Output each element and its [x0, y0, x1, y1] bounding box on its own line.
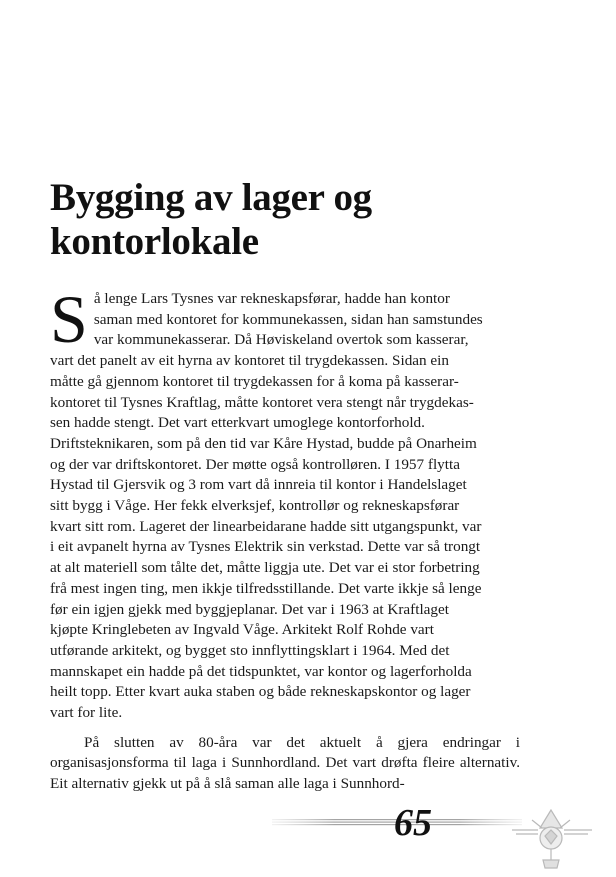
chapter-heading-line-1: Bygging av lager og [50, 176, 372, 219]
text-line: På slutten av 80-åra var det aktuelt å gjera endringar i [84, 733, 520, 751]
text-line: sitt bygg i Våge. Her fekk elverksjef, kontrollør og rekneskapsførar [50, 497, 460, 515]
text-line: frå mest ingen ting, men ikkje tilfredsstillande. Det varte ikkje så lenge [50, 579, 482, 597]
body-text [50, 281, 521, 795]
text-line: heilt topp. Etter kvart auka staben og både rekneskapskontor og lager [50, 683, 471, 701]
text-line: kvart sitt rom. Lageret der linearbeidarane hadde sitt utgangspunkt, var [50, 517, 482, 535]
text-line: utførande arkitekt, og bygget sto innflyttingsklart i 1964. Med det [50, 641, 450, 659]
page-number: 65 [394, 802, 432, 844]
text-line: organisasjonsforma til laga i Sunnhordland. Det vart drøfta fleire [50, 754, 455, 772]
text-line: kontoret til Tysnes Kraftlag, måtte kontoret vera stengt når trygdekas- [50, 393, 474, 411]
text-line: at alt materiell som tålte det, måtte liggja ute. Det var ei stor forbetring [50, 559, 480, 577]
text-line: i eit avpanelt hyrna av Tysnes Elektrik sin verkstad. Dette var så trongt [50, 538, 481, 556]
text-line: mannskapet ein hadde på det tidspunktet, var kontor og lagerforholda [50, 662, 472, 680]
text-line: Hystad til Gjersvik og 3 rom vart då innreia til kontor i Handelslaget [50, 476, 467, 494]
text-line: saman med kontoret for kommunekassen, sidan han samstundes [93, 310, 483, 328]
text-line: alternativ. Eit alternativ gjekk ut på å slå saman alle laga i Sunnhord- [50, 754, 521, 793]
text-line: før ein igjen gjekk med byggjeplanar. Det var i 1963 at Kraftlaget [50, 600, 449, 618]
text-line: sen hadde stengt. Det vart etterkvart umoglege kontorforhold. [50, 414, 425, 432]
text-line: vart for lite. [50, 704, 123, 722]
chapter-heading-line-2: kontorlokale [50, 220, 259, 263]
text-line: måtte gå gjennom kontoret til trygdekassen for å koma på kasserar- [50, 372, 459, 390]
paragraph-2 [50, 733, 520, 795]
text-line: kjøpte Kringlebeten av Ingvald Våge. Arkitekt Rolf Rohde vart [50, 621, 434, 639]
text-line: Driftsteknikaren, som på den tid var Kåre Hystad, budde på Onarheim [50, 434, 477, 452]
text-line: var kommunekasserar. Då Høviskeland overtok som kasserar, [93, 331, 469, 349]
power-pylon-emblem-icon [512, 800, 592, 870]
text-line: å lenge Lars Tysnes var rekneskapsførar, hadde han kontor [93, 290, 450, 307]
paragraph-1 [50, 281, 520, 724]
text-line: vart det panelt av eit hyrna av kontoret til trygdekassen. Sidan ein [50, 352, 449, 370]
text-line: og der var driftskontoret. Der møtte også kontrolløren. I 1957 flytta [50, 455, 460, 473]
drop-cap: S [50, 281, 88, 357]
chapter-heading [50, 176, 550, 264]
